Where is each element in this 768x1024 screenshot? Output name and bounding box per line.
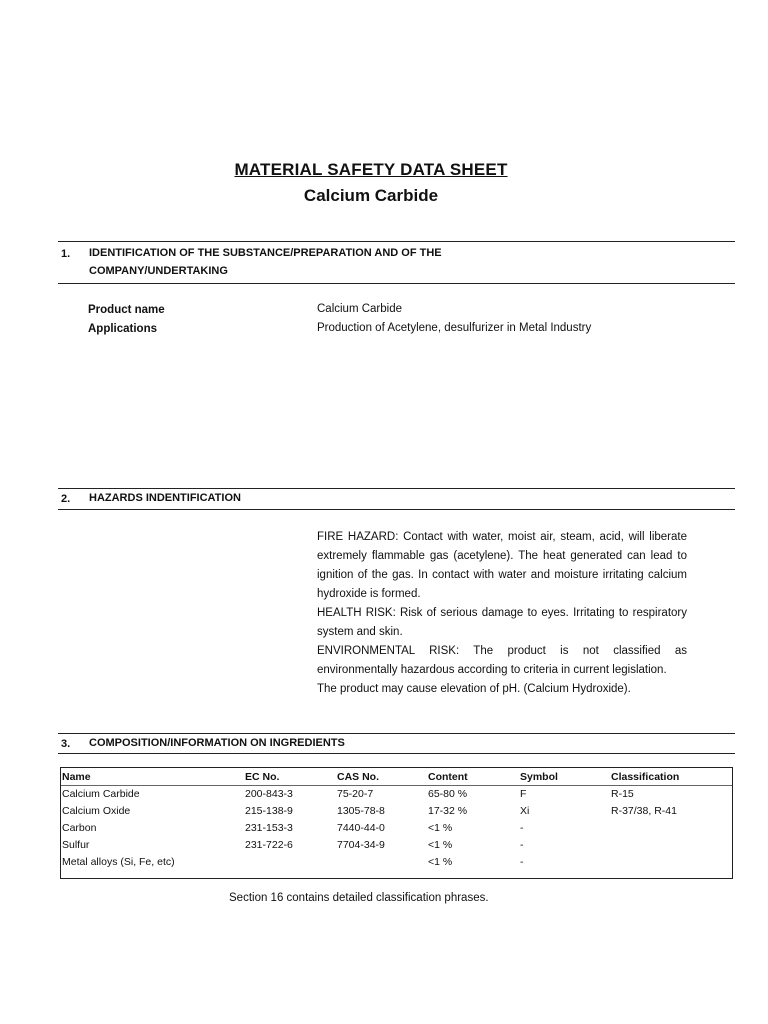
cell-symbol: Xi (520, 805, 530, 817)
section-1-top-rule (58, 241, 735, 242)
table-row (61, 853, 732, 870)
section-2-number: 2. (61, 493, 71, 505)
header-content: Content (428, 771, 468, 783)
composition-table (60, 767, 733, 879)
section-1-title-line1: IDENTIFICATION OF THE SUBSTANCE/PREPARATION AND OF THE (89, 247, 442, 259)
classification-footnote: Section 16 contains detailed classification phrases. (229, 892, 489, 904)
section-2-bottom-rule (58, 509, 735, 510)
hazard-text-block (317, 528, 687, 699)
document-subtitle: Calcium Carbide (303, 186, 439, 205)
header-name: Name (62, 771, 91, 783)
cell-ec-no: 231-153-3 (245, 822, 293, 834)
fire-hazard-text: FIRE HAZARD: Contact with water, moist air, steam, acid, will liberate extremely flammable gas (acetylene). The heat generated can lead to ignition of the gas. In contact with water and moisture irritating calcium hydroxide is formed. (317, 531, 687, 600)
cell-content: 17-32 % (428, 805, 468, 817)
section-1-number: 1. (61, 248, 71, 260)
header-classification: Classification (611, 771, 680, 783)
cell-content: <1 % (428, 839, 453, 851)
applications-label: Applications (88, 323, 158, 335)
product-name-value: Calcium Carbide (317, 303, 403, 315)
section-3-title: COMPOSITION/INFORMATION ON INGREDIENTS (89, 737, 345, 749)
cell-ec-no: 200-843-3 (245, 788, 293, 800)
cell-content: 65-80 % (428, 788, 468, 800)
section-1-title-line2: COMPANY/UNDERTAKING (89, 265, 228, 277)
cell-symbol: - (520, 822, 524, 834)
cell-symbol: - (520, 856, 524, 868)
cell-cas-no: 7440-44-0 (337, 822, 385, 834)
cell-name: Calcium Carbide (62, 788, 140, 800)
table-row (61, 836, 732, 853)
cell-symbol: - (520, 839, 524, 851)
section-3-bottom-rule (58, 753, 735, 754)
table-row (61, 785, 732, 802)
table-header-row (61, 768, 732, 785)
table-row (61, 802, 732, 819)
section-1-title (89, 244, 442, 280)
section-2-title: HAZARDS INDENTIFICATION (89, 492, 241, 504)
header-ec-no: EC No. (245, 771, 280, 783)
header-symbol: Symbol (520, 771, 558, 783)
table-row (61, 819, 732, 836)
cell-name: Carbon (62, 822, 97, 834)
cell-cas-no: 75-20-7 (337, 788, 374, 800)
product-name-label: Product name (88, 304, 165, 316)
cell-ec-no: 231-722-6 (245, 839, 293, 851)
applications-value: Production of Acetylene, desulfurizer in Metal Industry (317, 322, 592, 334)
header-cas-no: CAS No. (337, 771, 379, 783)
ph-note-text: The product may cause elevation of pH. (Calcium Hydroxide). (317, 683, 631, 695)
cell-symbol: F (520, 788, 527, 800)
environmental-risk-text: ENVIRONMENTAL RISK: The product is not classified as environmentally hazardous according to criteria in current legislation. (317, 645, 687, 676)
cell-classification: R-37/38, R-41 (611, 805, 677, 817)
cell-name: Calcium Oxide (62, 805, 131, 817)
cell-name: Metal alloys (Si, Fe, etc) (62, 856, 175, 868)
health-risk-text: HEALTH RISK: Risk of serious damage to eyes. Irritating to respiratory system and skin. (317, 607, 687, 638)
cell-cas-no: 7704-34-9 (337, 839, 385, 851)
document-title: MATERIAL SAFETY DATA SHEET (234, 160, 508, 179)
section-3-number: 3. (61, 738, 71, 750)
cell-ec-no: 215-138-9 (245, 805, 293, 817)
cell-classification: R-15 (611, 788, 634, 800)
cell-cas-no: 1305-78-8 (337, 805, 385, 817)
cell-content: <1 % (428, 856, 453, 868)
cell-content: <1 % (428, 822, 453, 834)
cell-name: Sulfur (62, 839, 90, 851)
section-1-bottom-rule (58, 283, 735, 284)
